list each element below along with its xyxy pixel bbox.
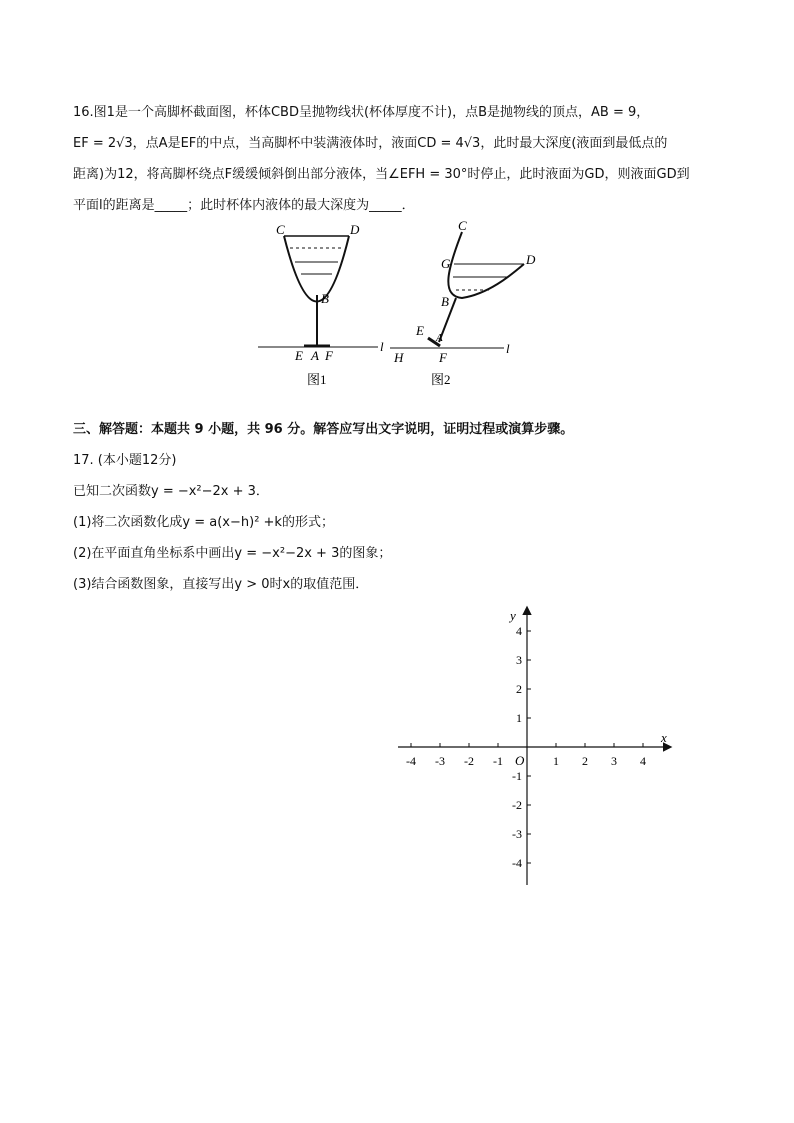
q17-stem: 已知二次函数y = −x²−2x + 3． (73, 484, 269, 499)
q16-line-4: 平面l的距离是_____；此时杯体内液体的最大深度为_____． (73, 198, 415, 213)
q16-line-2: EF = 2√3，点A是EF的中点，当高脚杯中装满液体时，液面CD = 4√3，此时最大深度(液面到最低点的 (73, 136, 668, 151)
x-axis-label: x (661, 730, 667, 745)
fig2-label-H: H (394, 350, 404, 365)
fig1-label-A: A (311, 348, 319, 363)
x-tick-label: 2 (582, 754, 588, 768)
q16-line-1: 16.图1是一个高脚杯截面图，杯体CBD呈抛物线状(杯体厚度不计)，点B是抛物线的顶点，AB = 9， (73, 105, 650, 120)
fig1-label-B: B (321, 291, 329, 306)
fig1-label-D: D (350, 222, 360, 237)
x-tick-label: -3 (435, 754, 445, 768)
figure-2-cup (448, 232, 524, 298)
origin-label: O (515, 753, 525, 768)
y-tick-label: -1 (512, 769, 522, 783)
figure-2-caption: 图2 (431, 372, 451, 387)
q17-part-3: (3)结合函数图象，直接写出y > 0时x的取值范围． (73, 577, 369, 592)
figure-1-cup (284, 236, 349, 302)
fig2-label-G: G (441, 256, 451, 271)
y-tick-label: 4 (516, 624, 522, 638)
x-tick-label: 3 (611, 754, 617, 768)
figure-1-caption: 图1 (307, 372, 327, 387)
fig2-label-F: F (439, 350, 447, 365)
y-tick-label: 2 (516, 682, 522, 696)
fig1-label-l: l (380, 339, 384, 354)
x-tick-label: 4 (640, 754, 646, 768)
y-tick-label: -3 (512, 827, 522, 841)
q16-figures (240, 214, 536, 394)
q17-part-2: (2)在平面直角坐标系中画出y = −x²−2x + 3的图象； (73, 546, 392, 561)
fig1-label-C: C (276, 222, 285, 237)
y-tick-label: 3 (516, 653, 522, 667)
y-axis-label: y (510, 608, 516, 623)
fig1-label-E: E (295, 348, 303, 363)
y-tick-label: 1 (516, 711, 522, 725)
x-tick-label: -4 (406, 754, 416, 768)
q17-title: 17. (本小题12分) (73, 453, 177, 468)
x-tick-label: 1 (553, 754, 559, 768)
fig2-label-l: l (506, 341, 510, 356)
fig2-label-B: B (441, 294, 449, 309)
fig2-label-E: E (416, 323, 424, 338)
y-tick-label: -2 (512, 798, 522, 812)
y-tick-label: -4 (512, 856, 522, 870)
figure-1 (258, 222, 384, 387)
x-tick-label: -1 (493, 754, 503, 768)
x-tick-label: -2 (464, 754, 474, 768)
section-3-heading: 三、解答题：本题共 9 小题，共 96 分。解答应写出文字说明，证明过程或演算步骤。 (73, 422, 574, 437)
fig2-label-A: A (436, 332, 443, 344)
fig1-label-F: F (325, 348, 333, 363)
figure-2 (390, 218, 536, 387)
fig2-label-C: C (458, 218, 467, 233)
fig2-label-D: D (526, 252, 536, 267)
q17-part-1: (1)将二次函数化成y = a(x−h)² +k的形式； (73, 515, 334, 530)
coordinate-plane (390, 600, 690, 890)
q16-line-3: 距离)为12，将高脚杯绕点F缓缓倾斜倒出部分液体，当∠EFH = 30°时停止，此时液面为GD，则液面GD到 (73, 167, 690, 182)
